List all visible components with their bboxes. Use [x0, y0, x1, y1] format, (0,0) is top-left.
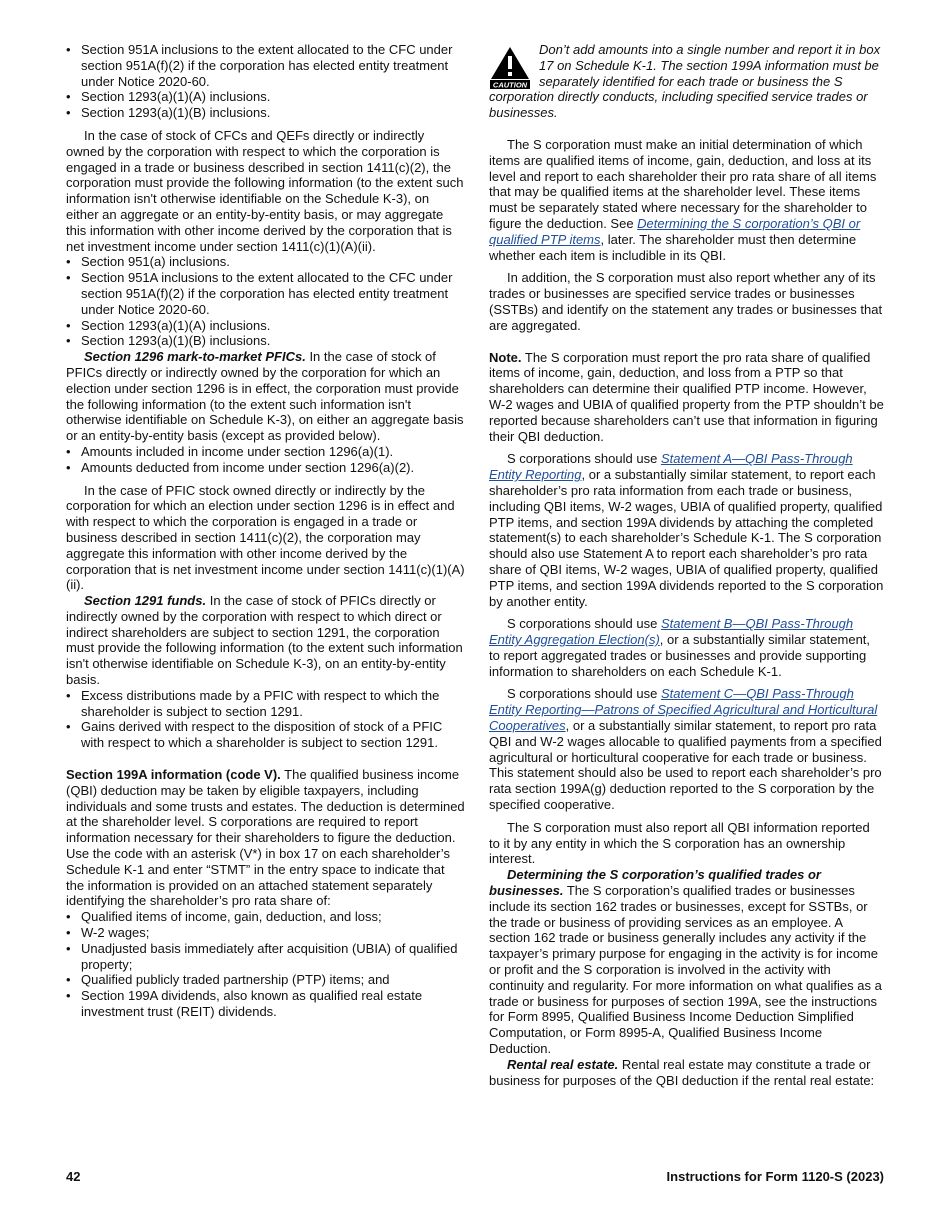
paragraph: In addition, the S corporation must also report whether any of its trades or businesses are specified service trades or businesses (SSTBs) and identify on the statement any trades or businesses that are aggregated.	[489, 270, 883, 333]
page-number: 42	[66, 1169, 81, 1184]
bullet-item: • Section 1293(a)(1)(A) inclusions.	[66, 318, 465, 334]
paragraph-text: S corporations should use	[507, 616, 661, 632]
left-column	[66, 42, 465, 1020]
bullet-item: • Unadjusted basis immediately after acquisition (UBIA) of qualified property;	[66, 941, 465, 973]
paragraph-text: The qualified business income (QBI) deduction may be taken by eligible taxpayers, including individuals and some trusts and estates. The deduction is determined at the shareholder level. S corporations are required to report information necessary for their shareholders to figure the deduction. Use the code with an asterisk (V*) in box 17 on each shareholder’s Schedule K-1 and enter “STMT” in the entry space to indicate that the information is provided on an attached statement separately identifying the shareholder’s pro rata share of:	[66, 767, 465, 909]
paragraph	[489, 616, 884, 679]
link-determining-qbi[interactable]: Determining the S corporation’s QBI or qualified PTP items	[489, 215, 861, 247]
paragraph	[489, 867, 884, 1057]
caution-text: Don’t add amounts into a single number and report it in box 17 on Schedule K-1. The section 199A information must be separately identified for each trade or business the S corporation directly conducts, including specified service trades or businesses.	[489, 42, 881, 121]
link-statement-c[interactable]: Statement C—QBI Pass-Through Entity Reporting—Patrons of Specified Agricultural and Horticultural Cooperatives	[489, 686, 878, 734]
paragraph	[489, 686, 884, 812]
paragraph	[489, 451, 884, 609]
bullet-item: • Amounts deducted from income under section 1296(a)(2).	[66, 460, 465, 476]
note-heading: Note.	[489, 349, 522, 365]
paragraph	[489, 1057, 884, 1089]
subheading: Section 1291 funds.	[84, 593, 207, 609]
subheading: Determining the S corporation’s qualified trades or businesses.	[489, 867, 821, 899]
paragraph: In the case of stock of CFCs and QEFs directly or indirectly owned by the corporation with respect to which the corporation is engaged in a trade or business described in section 1411(c)(2), the corporation must provide the following information (to the extent such information isn't otherwise identifiable on the Schedule K-3), on either an aggregate or an entity-by-entity basis, or may aggregate this information with other income derived by the corporation that is net investment income under section 1411(c)(1)(A)(ii).	[66, 127, 464, 254]
link-statement-b[interactable]: Statement B—QBI Pass-Through Entity Aggregation Election(s)	[489, 616, 854, 648]
paragraph-text: In the case of stock of PFICs directly or indirectly owned by the corporation with respect to which direct or indirect shareholders are subject to section 1291, the corporation must provide the following information (to the extent such information isn't otherwise identifiable on Schedule K-3), on an entity-by-entity basis.	[66, 593, 463, 688]
form-name: Instructions for Form 1120-S (2023)	[666, 1169, 884, 1184]
subheading: Rental real estate.	[507, 1056, 619, 1072]
paragraph-text: In the case of stock of PFICs directly or indirectly owned by the corporation for which an election under section 1296 is in effect, the corporation must provide the following information (to the extent such information isn't otherwise identifiable on Schedule K-3), on either an aggregate basis or an entity-by-entity basis (except as provided below).	[66, 349, 464, 444]
paragraph	[489, 137, 884, 263]
paragraph-text: The S corporation must make an initial determination of which items are qualified items of income, gain, deduction, and loss at its level and report to each shareholder their pro rata share of all items that may be qualified items at the shareholder level. These items must be separately stated where necessary for the shareholder to figure the deduction. See	[489, 136, 877, 231]
paragraph-text: , or a substantially similar statement, to report aggregated trades or businesses and provide supporting information to shareholders on each Schedule K-1.	[489, 632, 871, 679]
paragraph	[66, 767, 465, 909]
bullet-item: • Section 951A inclusions to the extent allocated to the CFC under section 951A(f)(2) if the corporation has elected entity treatment under Notice 2020-60.	[66, 42, 465, 89]
paragraph-text: Rental real estate may constitute a trade or business for purposes of the QBI deduction if the rental real estate:	[489, 1056, 875, 1088]
paragraph: The S corporation must also report all QBI information reported to it by any entity in which the S corporation has an ownership interest.	[489, 819, 870, 867]
bullet-item: • Qualified publicly traded partnership (PTP) items; and	[66, 972, 465, 988]
bullet-item: • W-2 wages;	[66, 925, 465, 941]
section-heading: Section 199A information (code V).	[66, 767, 281, 783]
note-paragraph	[489, 350, 884, 445]
bullet-item: • Section 951(a) inclusions.	[66, 254, 465, 270]
paragraph-text: The S corporation must report the pro rata share of qualified items of income, gain, deduction, and loss from a PTP so that shareholders can determine their qualified PTP income. However, W-2 wages and UBIA of qualified property from the PTP shouldn’t be reported because shareholders can’t use that information in figuring their QBI deduction.	[489, 349, 884, 444]
link-statement-a[interactable]: Statement A—QBI Pass-Through Entity Reporting	[489, 451, 853, 483]
paragraph	[66, 593, 465, 688]
caution-note	[489, 42, 884, 121]
paragraph-text: S corporations should use	[507, 686, 661, 702]
paragraph-text: , or a substantially similar statement, to report each shareholder’s pro rata information from each trade or business, including QBI items, W-2 wages, UBIA of qualified property, qualified PTP items, and section 199A dividends by attaching the completed statement(s) to each shareholder’s Schedule K-1. The S corporation should also use Statement A to report each shareholder’s pro rata share of QBI items, W-2 wages, UBIA of qualified property, qualified PTP items, and section 199A dividends reported to the S corporation by another entity.	[489, 467, 884, 609]
bullet-item: • Section 1293(a)(1)(B) inclusions.	[66, 105, 465, 121]
caution-label: CAUTION	[492, 80, 528, 89]
bullet-item: • Excess distributions made by a PFIC with respect to which the shareholder is subject to section 1291.	[66, 688, 465, 720]
bullet-item: • Section 199A dividends, also known as qualified real estate investment trust (REIT) dividends.	[66, 988, 465, 1020]
paragraph-text: , or a substantially similar statement, to report pro rata QBI and W-2 wages allocable to qualified payments from a specified agricultural or horticultural cooperative for each trade or business. This statement should also be used to report each shareholder’s pro rata section 199A(g) deduction reported to the S corporation by the specified cooperative.	[489, 718, 882, 813]
bullet-item: • Gains derived with respect to the disposition of stock of a PFIC with respect to which a shareholder is subject to section 1291.	[66, 719, 465, 751]
bullet-item: • Section 1293(a)(1)(A) inclusions.	[66, 89, 465, 105]
paragraph-text: S corporations should use	[507, 451, 661, 467]
paragraph	[66, 349, 465, 444]
paragraph: In the case of PFIC stock owned directly or indirectly by the corporation for which an election under section 1296 is in effect and with respect to which the corporation is engaged in a trade or business described in section 1411(c)(2), the corporation may aggregate this information with other income derived by the corporation that is net investment income under section 1411(c)(1)(A)(ii).	[66, 482, 465, 593]
caution-icon	[489, 45, 531, 89]
paragraph-text: , later. The shareholder must then determine whether each item is includible in its QBI.	[489, 231, 857, 263]
paragraph-text: The S corporation’s qualified trades or businesses include its section 162 trades or businesses, except for SSTBs, or the trade or business of providing services as an employee. A section 162 trade or business generally includes any activity if the taxpayer’s primary purpose for engaging in the activity is for income or profit and the S corporation is involved in the activity with continuity and regularity. For more information on what qualifies as a trade or business for purposes of section 199A, see the instructions for Form 8995, Qualified Business Income Deduction Simplified Computation, or Form 8995-A, Qualified Business Income Deduction.	[489, 883, 882, 1057]
bullet-item: • Qualified items of income, gain, deduction, and loss;	[66, 909, 465, 925]
right-column	[489, 42, 884, 1088]
bullet-item: • Amounts included in income under section 1296(a)(1).	[66, 444, 465, 460]
subheading: Section 1296 mark-to-market PFICs.	[84, 349, 306, 365]
bullet-item: • Section 951A inclusions to the extent allocated to the CFC under section 951A(f)(2) if the corporation has elected entity treatment under Notice 2020-60.	[66, 270, 465, 317]
bullet-item: • Section 1293(a)(1)(B) inclusions.	[66, 333, 465, 349]
